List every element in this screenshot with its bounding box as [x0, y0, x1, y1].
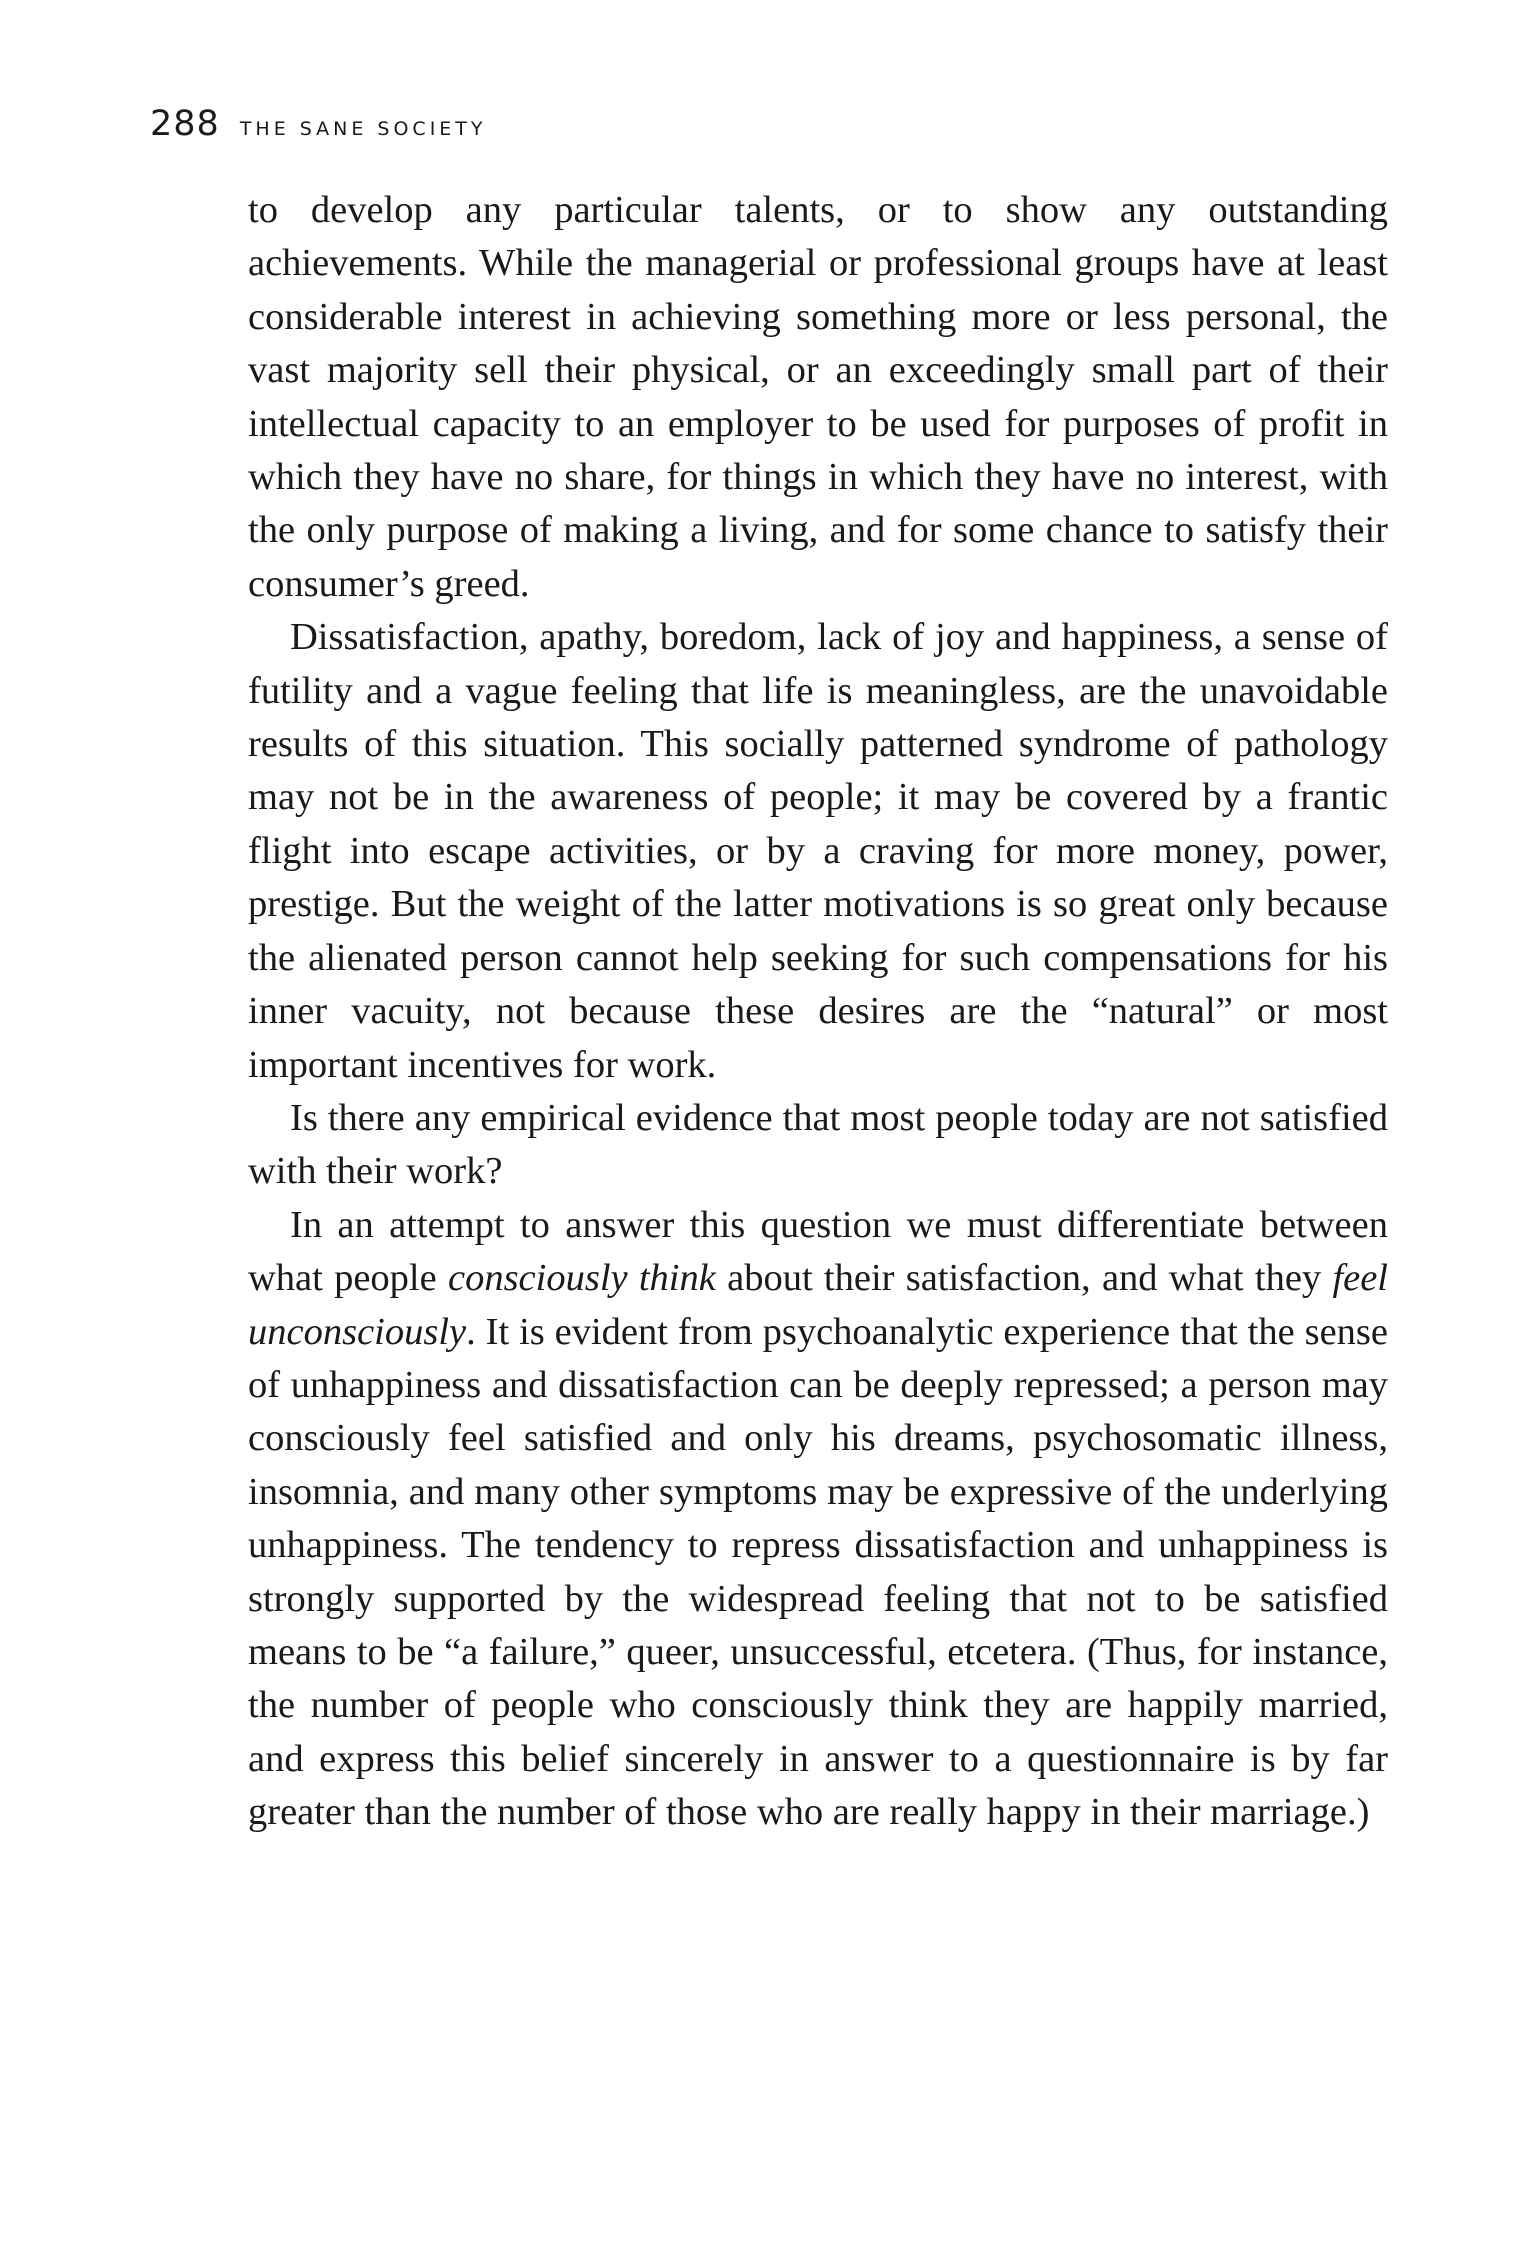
emphasis-consciously-think: consciously think [447, 1257, 716, 1300]
running-head [150, 104, 487, 144]
paragraph-4-text-c: . It is evident from psychoanalytic experience that the sense of unhappiness and dissatisfaction can be deeply repressed; a person may consciously feel satisfied and only his dreams, psychosomatic illness, insomnia, and many other symptoms may be expressive of the underlying unhappiness. The tendency to repress dissatisfaction and unhappiness is strongly supported by the widespread feeling that not to be satisfied means to be “a failure,” queer, unsuccessful, etcetera. (Thus, for instance, the number of people who consciously think they are happily married, and express this belief sincerely in answer to a questionnaire is by far greater than the number of those who are really happy in their marriage.) [248, 1310, 1388, 1834]
page-number: 288 [150, 104, 220, 144]
paragraph-2: Dissatisfaction, apathy, boredom, lack of joy and happiness, a sense of futility and a vague feeling that life is meaningless, are the unavoidable results of this situation. This socially patterned syndrome of pathology may not be in the awareness of people; it may be covered by a frantic flight into escape activities, or by a craving for more money, power, prestige. But the weight of the latter motivations is so great only because the alienated person cannot help seeking for such compensations for his inner vacuity, not because these desires are the “natural” or most important incentives for work. [248, 616, 1388, 1086]
running-title: THE SANE SOCIETY [239, 118, 487, 140]
paragraph-4-text-a: In an attempt to answer this question we must differentiate between what people [248, 1203, 1388, 1300]
emphasis-feel-unconsciously: feel unconsciously [248, 1257, 1389, 1353]
paragraph-4-text-b: about their satisfaction, and what they [715, 1257, 1333, 1300]
paragraph-1: to develop any particular talents, or to show any outstanding achievements. While the managerial or professional groups have at least considerable interest in achieving something more or less personal, the vast majority sell their physical, or an exceedingly small part of their intellectual capacity to an employer to be used for purposes of profit in which they have no share, for things in which they have no interest, with the only purpose of making a living, and for some chance to satisfy their consumer’s greed. [248, 189, 1388, 605]
body-text [248, 184, 1388, 1840]
paragraph-3: Is there any empirical evidence that most people today are not satisfied with their work? [248, 1096, 1388, 1193]
paragraph-4 [248, 1199, 1388, 1840]
